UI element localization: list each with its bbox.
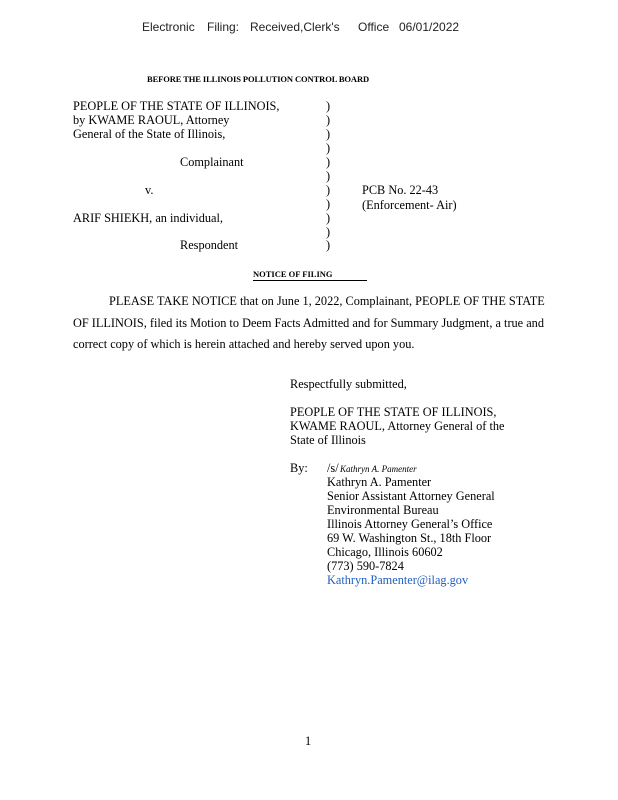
signature-script: Kathryn A. Pamenter [340, 464, 417, 474]
body-line-3: correct copy of which is herein attached and hereby served upon you. [73, 337, 415, 351]
plaintiff-line-2: by KWAME RAOUL, Attorney [73, 113, 230, 127]
closing: Respectfully submitted, [290, 377, 407, 391]
complainant-label: Complainant [180, 155, 244, 169]
caption-paren: ) [326, 155, 331, 169]
versus-label: v. [145, 183, 154, 197]
body-line-1: PLEASE TAKE NOTICE that on June 1, 2022, Complainant, PEOPLE OF THE STATE [109, 294, 545, 308]
party-line-2: KWAME RAOUL, Attorney General of the [290, 419, 505, 433]
header-office: Office [358, 20, 390, 34]
page-number: 1 [305, 734, 312, 748]
notice-title: NOTICE OF FILING [253, 269, 333, 279]
party-line-1: PEOPLE OF THE STATE OF ILLINOIS, [290, 405, 497, 419]
signer-city: Chicago, Illinois 60602 [327, 545, 443, 559]
caption-paren: ) [326, 141, 331, 155]
notice-title-underline [253, 280, 367, 281]
signer-title: Senior Assistant Attorney General [327, 489, 495, 503]
case-type: (Enforcement- Air) [362, 198, 457, 212]
caption-paren: ) [326, 197, 331, 211]
signer-office: Illinois Attorney General’s Office [327, 517, 493, 531]
signer-name: Kathryn A. Pamenter [327, 475, 432, 489]
case-number: PCB No. 22-43 [362, 183, 439, 197]
respondent-label: Respondent [180, 238, 239, 252]
signature-slash-s: /s/ [327, 461, 339, 475]
caption-paren: ) [326, 238, 331, 252]
by-label: By: [290, 461, 308, 475]
body-line-2: OF ILLINOIS, filed its Motion to Deem Facts Admitted and for Summary Judgment, a true and [73, 316, 544, 330]
caption-paren: ) [326, 169, 331, 183]
board-title: BEFORE THE ILLINOIS POLLUTION CONTROL BOARD [147, 74, 370, 84]
caption-paren: ) [326, 99, 331, 113]
header-filing: Filing: [207, 20, 240, 34]
defendant-name: ARIF SHIEKH, an individual, [73, 211, 223, 225]
signer-street: 69 W. Washington St., 18th Floor [327, 531, 492, 545]
signer-bureau: Environmental Bureau [327, 503, 439, 517]
caption-paren: ) [326, 127, 331, 141]
plaintiff-line-1: PEOPLE OF THE STATE OF ILLINOIS, [73, 99, 280, 113]
party-line-3: State of Illinois [290, 433, 366, 447]
signer-email-link[interactable]: Kathryn.Pamenter@ilag.gov [327, 573, 469, 587]
plaintiff-line-3: General of the State of Illinois, [73, 127, 226, 141]
caption-paren: ) [326, 113, 331, 127]
header-electronic: Electronic [142, 20, 195, 34]
header-date: 06/01/2022 [399, 20, 460, 34]
caption-paren: ) [326, 225, 331, 239]
caption-paren: ) [326, 211, 331, 225]
caption-paren: ) [326, 183, 331, 197]
signer-phone: (773) 590-7824 [327, 559, 404, 573]
header-received: Received,Clerk's [250, 20, 340, 34]
